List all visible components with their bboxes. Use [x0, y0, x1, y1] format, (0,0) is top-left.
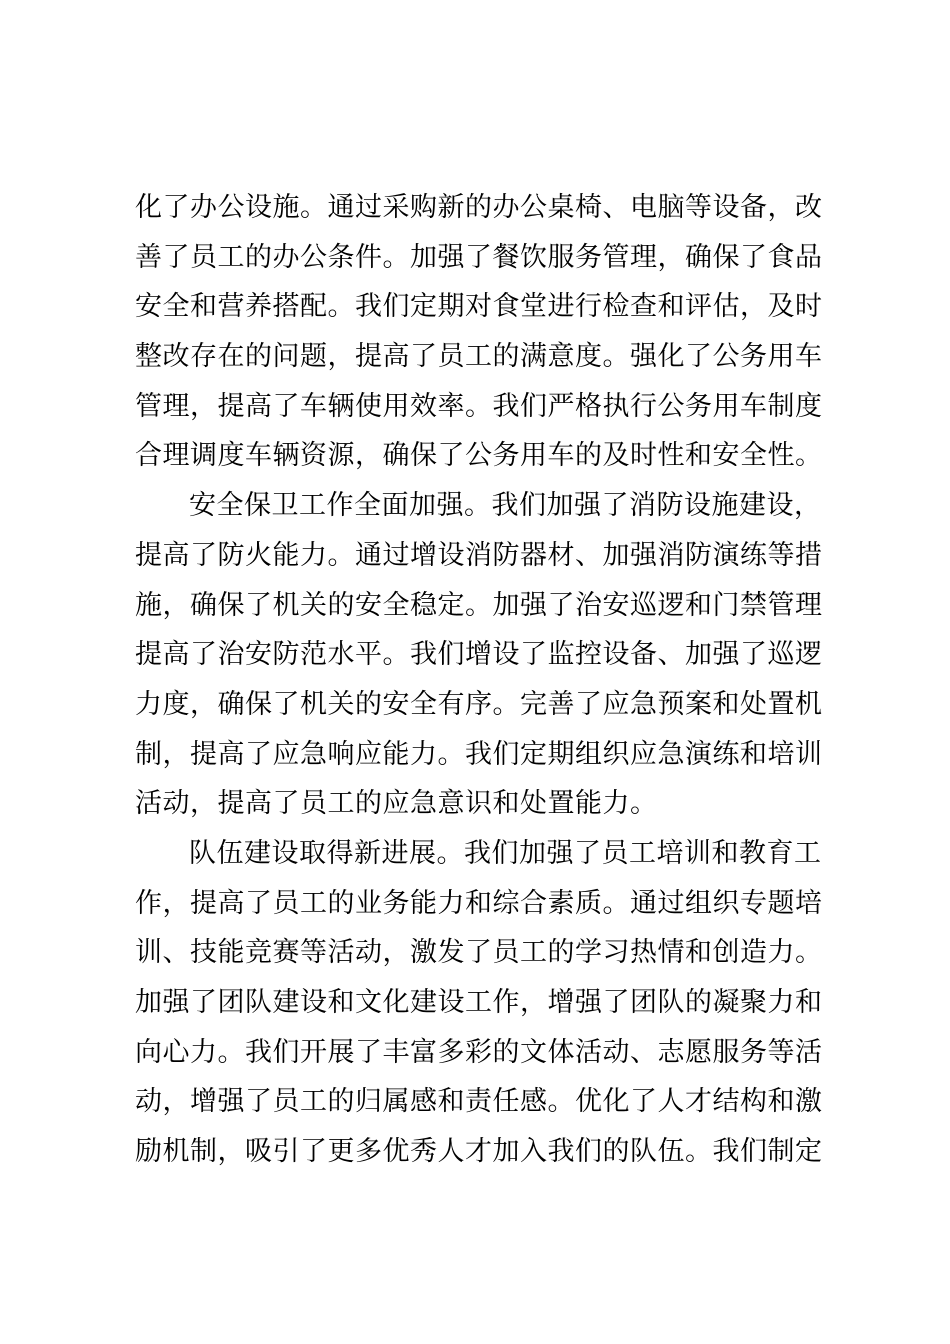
text-line: 作，提高了员工的业务能力和综合素质。通过组织专题培 — [135, 887, 823, 919]
paragraph-first-line: 队伍建设取得新进展。我们加强了员工培训和教育工 — [189, 837, 822, 869]
text-line: 善了员工的办公条件。加强了餐饮服务管理，确保了食品 — [135, 241, 823, 273]
text-line: 合理调度车辆资源，确保了公务用车的及时性和安全性。 — [135, 440, 823, 472]
text-line: 施，确保了机关的安全稳定。加强了治安巡逻和门禁管理 — [135, 589, 823, 621]
text-line: 安全和营养搭配。我们定期对食堂进行检查和评估，及时 — [135, 291, 823, 323]
text-line: 加强了团队建设和文化建设工作，增强了团队的凝聚力和 — [135, 987, 823, 1018]
text-line: 励机制，吸引了更多优秀人才加入我们的队伍。我们制定 — [135, 1136, 823, 1168]
text-line: 整改存在的问题，提高了员工的满意度。强化了公务用车 — [135, 341, 823, 373]
text-line: 化了办公设施。通过采购新的办公桌椅、电脑等设备，改 — [135, 192, 823, 223]
text-line: 向心力。我们开展了丰富多彩的文体活动、志愿服务等活 — [135, 1036, 823, 1068]
text-line: 力度，确保了机关的安全有序。完善了应急预案和处置机 — [135, 688, 823, 720]
text-line: 提高了治安防范水平。我们增设了监控设备、加强了巡逻 — [135, 639, 823, 671]
text-line: 训、技能竞赛等活动，激发了员工的学习热情和创造力。 — [135, 937, 823, 969]
text-line: 动，增强了员工的归属感和责任感。优化了人才结构和激 — [135, 1086, 823, 1118]
text-line: 制，提高了应急响应能力。我们定期组织应急演练和培训 — [135, 738, 823, 770]
text-line: 活动，提高了员工的应急意识和处置能力。 — [135, 788, 658, 820]
text-line: 管理，提高了车辆使用效率。我们严格执行公务用车制度 — [135, 390, 823, 422]
text-line: 提高了防火能力。通过增设消防器材、加强消防演练等措 — [135, 539, 823, 571]
body-text — [135, 183, 835, 1177]
paragraph-first-line: 安全保卫工作全面加强。我们加强了消防设施建设， — [189, 490, 822, 522]
